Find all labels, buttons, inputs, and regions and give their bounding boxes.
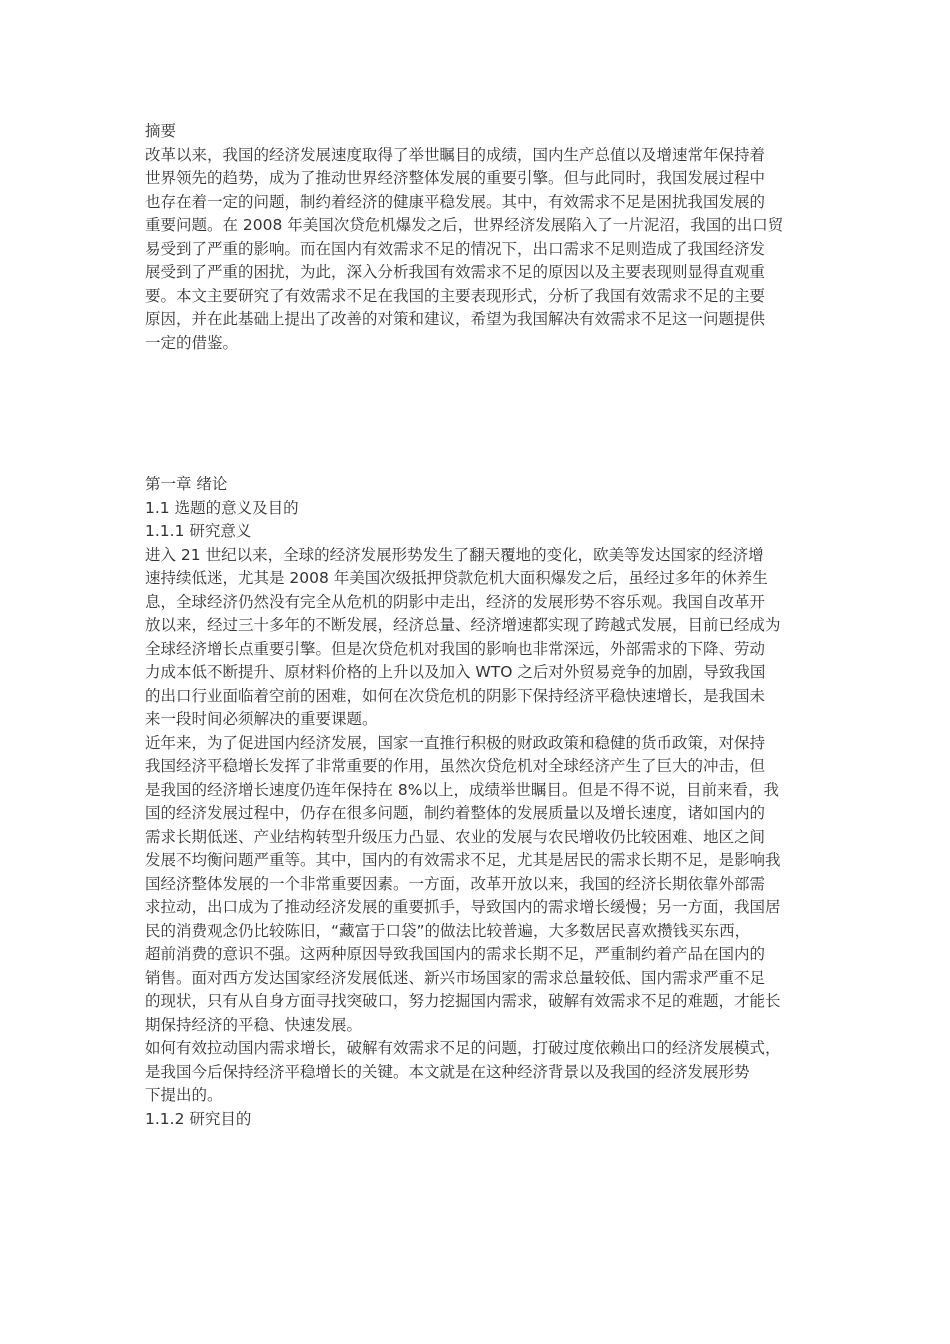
paragraph-line: 近年来，为了促进国内经济发展，国家一直推行积极的财政政策和稳健的货币政策，对保持 (145, 733, 766, 752)
paragraph-line: 我国经济平稳增长发挥了非常重要的作用，虽然次贷危机对全球经济产生了巨大的冲击，但 (145, 757, 766, 775)
abstract-paragraph (145, 144, 813, 356)
abstract-line: 世界领先的趋势，成为了推动世界经济整体发展的重要引擎。但与此同时，我国发展过程中 (145, 169, 766, 187)
abstract-line: 展受到了严重的困扰，为此，深入分析我国有效需求不足的原因以及主要表现则显得直观重 (145, 263, 766, 281)
abstract-title: 摘要 (145, 122, 177, 140)
paragraph-line: 民的消费观念仍比较陈旧，“藏富于口袋”的做法比较普遍，大多数居民喜欢攒钱买东西， (145, 921, 751, 940)
subsection-title: 1.1.1 研究意义 (145, 522, 252, 540)
body-paragraph-3 (145, 1037, 813, 1108)
abstract-line: 要。本文主要研究了有效需求不足在我国的主要表现形式，分析了我国有效需求不足的主要 (145, 286, 766, 305)
abstract-line: 也存在着一定的问题，制约着经济的健康平稳发展。其中，有效需求不足是困扰我国发展的 (145, 192, 766, 211)
paragraph-line: 放以来，经过三十多年的不断发展，经济总量、经济增速都实现了跨越式发展，目前已经成为 (145, 616, 781, 634)
abstract-line: 改革以来，我国的经济发展速度取得了举世瞩目的成绩，国内生产总值以及增速常年保持着 (145, 145, 766, 164)
abstract-line: 一定的借鉴。 (145, 333, 239, 352)
paragraph-line: 求拉动，出口成为了推动经济发展的重要抓手，导致国内的需求增长缓慢；另一方面，我国居 (145, 898, 781, 916)
paragraph-line: 超前消费的意识不强。这两种原因导致我国国内的需求长期不足，严重制约着产品在国内的 (145, 945, 766, 963)
abstract-line: 易受到了严重的影响。而在国内有效需求不足的情况下，出口需求不足则造成了我国经济发 (145, 239, 766, 258)
paragraph-line: 如何有效拉动国内需求增长，破解有效需求不足的问题，打破过度依赖出口的经济发展模式， (145, 1039, 781, 1057)
paragraph-line: 速持续低迷，尤其是 2008 年美国次级抵押贷款危机大面积爆发之后，虽经过多年的休养生 (145, 569, 768, 587)
body-paragraph-2 (145, 732, 813, 1038)
abstract-line: 重要问题。在 2008 年美国次贷危机爆发之后，世界经济发展陷入了一片泥沼，我国的出口贸 (145, 216, 784, 234)
body-paragraph-1 (145, 544, 813, 732)
paragraph-line: 是我国今后保持经济平稳增长的关键。本文就是在这种经济背景以及我国的经济发展形势 (145, 1062, 750, 1081)
paragraph-line: 国的经济发展过程中，仍存在很多问题，制约着整体的发展质量以及增长速度，诸如国内的 (145, 804, 766, 822)
paragraph-line: 需求长期低迷、产业结构转型升级压力凸显、农业的发展与农民增收仍比较困难、地区之间 (145, 827, 766, 846)
abstract-line: 原因，并在此基础上提出了改善的对策和建议，希望为我国解决有效需求不足这一问题提供 (145, 310, 766, 328)
paragraph-line: 力成本低不断提升、原材料价格的上升以及加入 WTO 之后对外贸易竞争的加剧，导致我国 (145, 663, 766, 681)
chapter-title: 第一章 绪论 (145, 475, 228, 493)
paragraph-line: 销售。面对西方发达国家经济发展低迷、新兴市场国家的需求总量较低、国内需求严重不足 (145, 968, 766, 987)
paragraph-line: 来一段时间必须解决的重要课题。 (145, 710, 378, 728)
paragraph-line: 国经济整体发展的一个非常重要因素。一方面，改革开放以来，我国的经济长期依靠外部需 (145, 874, 766, 893)
section-title: 1.1 选题的意义及目的 (145, 498, 299, 517)
paragraph-line: 进入 21 世纪以来，全球的经济发展形势发生了翻天覆地的变化，欧美等发达国家的经济增 (145, 545, 764, 564)
document-page (145, 120, 813, 1131)
paragraph-line: 是我国的经济增长速度仍连年保持在 8%以上，成绩举世瞩目。但是不得不说，目前来看，我 (145, 780, 780, 799)
paragraph-line: 发展不均衡问题严重等。其中，国内的有效需求不足，尤其是居民的需求长期不足，是影响我 (145, 851, 781, 869)
paragraph-line: 的出口行业面临着空前的困难，如何在次贷危机的阴影下保持经济平稳快速增长，是我国未 (145, 686, 766, 705)
paragraph-line: 期保持经济的平稳、快速发展。 (145, 1015, 363, 1034)
paragraph-line: 全球经济增长点重要引擎。但是次贷危机对我国的影响也非常深远，外部需求的下降、劳动 (145, 639, 766, 658)
paragraph-line: 下提出的。 (145, 1086, 223, 1104)
paragraph-line: 的现状，只有从自身方面寻找突破口，努力挖掘国内需求，破解有效需求不足的难题，才能长 (145, 992, 781, 1010)
subsection-title: 1.1.2 研究目的 (145, 1109, 252, 1128)
section-spacer (145, 355, 813, 473)
paragraph-line: 息，全球经济仍然没有完全从危机的阴影中走出，经济的发展形势不容乐观。我国自改革开 (145, 592, 766, 611)
